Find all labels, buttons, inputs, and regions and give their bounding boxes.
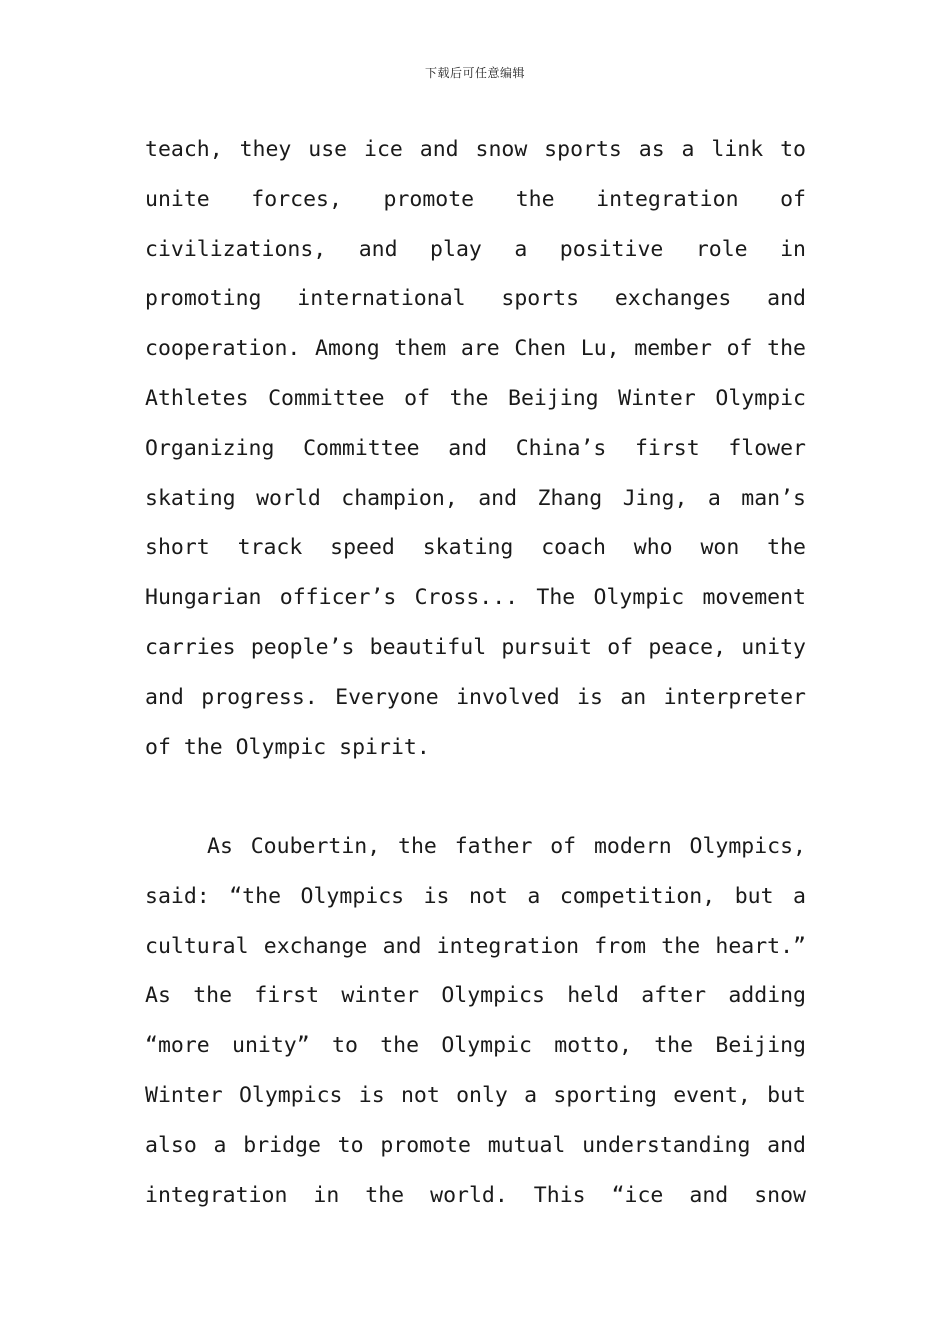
page-header: 下载后可任意编辑 xyxy=(424,66,525,80)
paragraph-1 xyxy=(145,132,806,779)
text-line: also a bridge to promote mutual understanding and xyxy=(145,1132,806,1158)
text-line: carries people’s beautiful pursuit of peace, unity xyxy=(145,634,806,660)
text-line: As Coubertin, the father of modern Olympics, xyxy=(207,834,806,859)
text-line: skating world champion, and Zhang Jing, a man’s xyxy=(145,485,806,511)
text-line: Winter Olympics is not only a sporting event, but xyxy=(145,1082,806,1108)
text-line: Organizing Committee and China’s first flower xyxy=(145,435,806,461)
text-line: civilizations, and play a positive role in xyxy=(145,236,806,262)
text-line: unite forces, promote the integration of xyxy=(145,186,806,212)
text-line: “more unity” to the Olympic motto, the Beijing xyxy=(145,1033,806,1059)
text-line: said: “the Olympics is not a competition, but a xyxy=(145,883,806,909)
text-line: and progress. Everyone involved is an interpreter xyxy=(145,684,806,710)
text-line: As the first winter Olympics held after adding xyxy=(145,983,806,1009)
text-line: promoting international sports exchanges and xyxy=(145,286,806,312)
text-line: Athletes Committee of the Beijing Winter Olympic xyxy=(145,385,806,411)
text-line: cultural exchange and integration from the heart.” xyxy=(145,933,806,959)
text-line: cooperation. Among them are Chen Lu, member of the xyxy=(145,336,806,362)
text-line: of the Olympic spirit. xyxy=(145,734,430,760)
text-line: teach, they use ice and snow sports as a link to xyxy=(145,137,806,162)
text-line: Hungarian officer’s Cross... The Olympic movement xyxy=(145,585,806,611)
text-line: integration in the world. This “ice and snow xyxy=(145,1182,806,1208)
text-line: short track speed skating coach who won the xyxy=(145,535,806,561)
paragraph-2 xyxy=(145,829,806,1227)
